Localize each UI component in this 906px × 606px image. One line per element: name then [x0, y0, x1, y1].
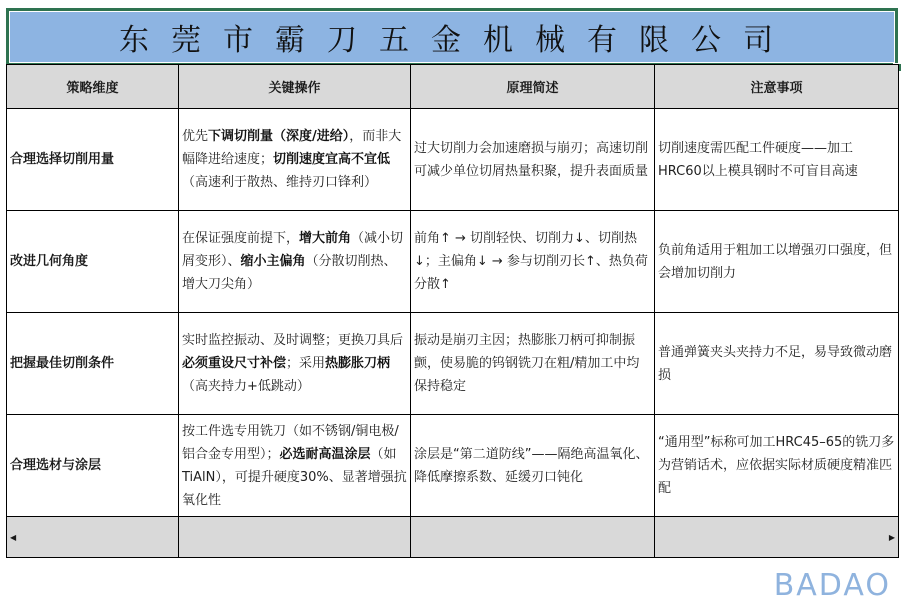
table-row: [7, 415, 899, 517]
dimension-cell[interactable]: 合理选材与涂层: [7, 415, 179, 517]
empty-cell[interactable]: [411, 517, 655, 558]
dimension-cell[interactable]: 改进几何角度: [7, 211, 179, 313]
empty-cell[interactable]: [179, 517, 411, 558]
scroll-right-cell[interactable]: [655, 517, 899, 558]
note-cell[interactable]: 负前角适用于粗加工以增强刃口强度，但会增加切削力: [655, 211, 899, 313]
scroll-left-cell[interactable]: [7, 517, 179, 558]
operation-cell[interactable]: 在保证强度前提下，增大前角（减小切屑变形）、缩小主偏角（分散切削热、增大刀尖角）: [179, 211, 411, 313]
dimension-cell[interactable]: 把握最佳切削条件: [7, 313, 179, 415]
note-cell[interactable]: 切削速度需匹配工件硬度——加工HRC60以上模具钢时不可盲目高速: [655, 109, 899, 211]
principle-cell[interactable]: 振动是崩刃主因；热膨胀刀柄可抑制振颤，使易脆的钨钢铣刀在粗/精加工中均保持稳定: [411, 313, 655, 415]
table-row: [7, 211, 899, 313]
principle-cell[interactable]: 过大切削力会加速磨损与崩刃；高速切削可减少单位切屑热量积聚，提升表面质量: [411, 109, 655, 211]
scroll-row: [7, 517, 899, 558]
scroll-right-icon[interactable]: ▶: [888, 533, 895, 542]
principle-cell[interactable]: 前角↑ → 切削轻快、切削力↓、切削热↓；主偏角↓ → 参与切削刃长↑、热负荷分散↑: [411, 211, 655, 313]
company-title: 东莞市霸刀五金机械有限公司: [119, 23, 795, 58]
dimension-cell[interactable]: 合理选择切削用量: [7, 109, 179, 211]
principle-cell[interactable]: 涂层是“第二道防线”——隔绝高温氧化、降低摩擦系数、延缓刃口钝化: [411, 415, 655, 517]
table-row: [7, 109, 899, 211]
operation-cell[interactable]: 按工件选专用铣刀（如不锈钢/铜电极/铝合金专用型）；必选耐高温涂层（如TiAlN），可提升硬度30%、显著增强抗氧化性: [179, 415, 411, 517]
strategy-table: [6, 64, 899, 558]
header-note[interactable]: 注意事项: [655, 65, 899, 109]
operation-cell[interactable]: 实时监控振动、及时调整；更换刀具后必须重设尺寸补偿；采用热膨胀刀柄（高夹持力+低跳动）: [179, 313, 411, 415]
scroll-left-icon[interactable]: ◀: [10, 533, 17, 542]
operation-cell[interactable]: 优先下调切削量（深度/进给），而非大幅降进给速度；切削速度宜高不宜低（高速利于散热、维持刃口锋利）: [179, 109, 411, 211]
watermark-logo: BADAO: [773, 568, 891, 603]
table-row: [7, 313, 899, 415]
header-row: [7, 65, 899, 109]
header-principle[interactable]: 原理简述: [411, 65, 655, 109]
header-dimension[interactable]: 策略维度: [7, 65, 179, 109]
title-cell[interactable]: [6, 8, 898, 66]
note-cell[interactable]: 普通弹簧夹头夹持力不足，易导致微动磨损: [655, 313, 899, 415]
note-cell[interactable]: “通用型”标称可加工HRC45–65的铣刀多为营销话术，应依据实际材质硬度精准匹配: [655, 415, 899, 517]
header-operation[interactable]: 关键操作: [179, 65, 411, 109]
